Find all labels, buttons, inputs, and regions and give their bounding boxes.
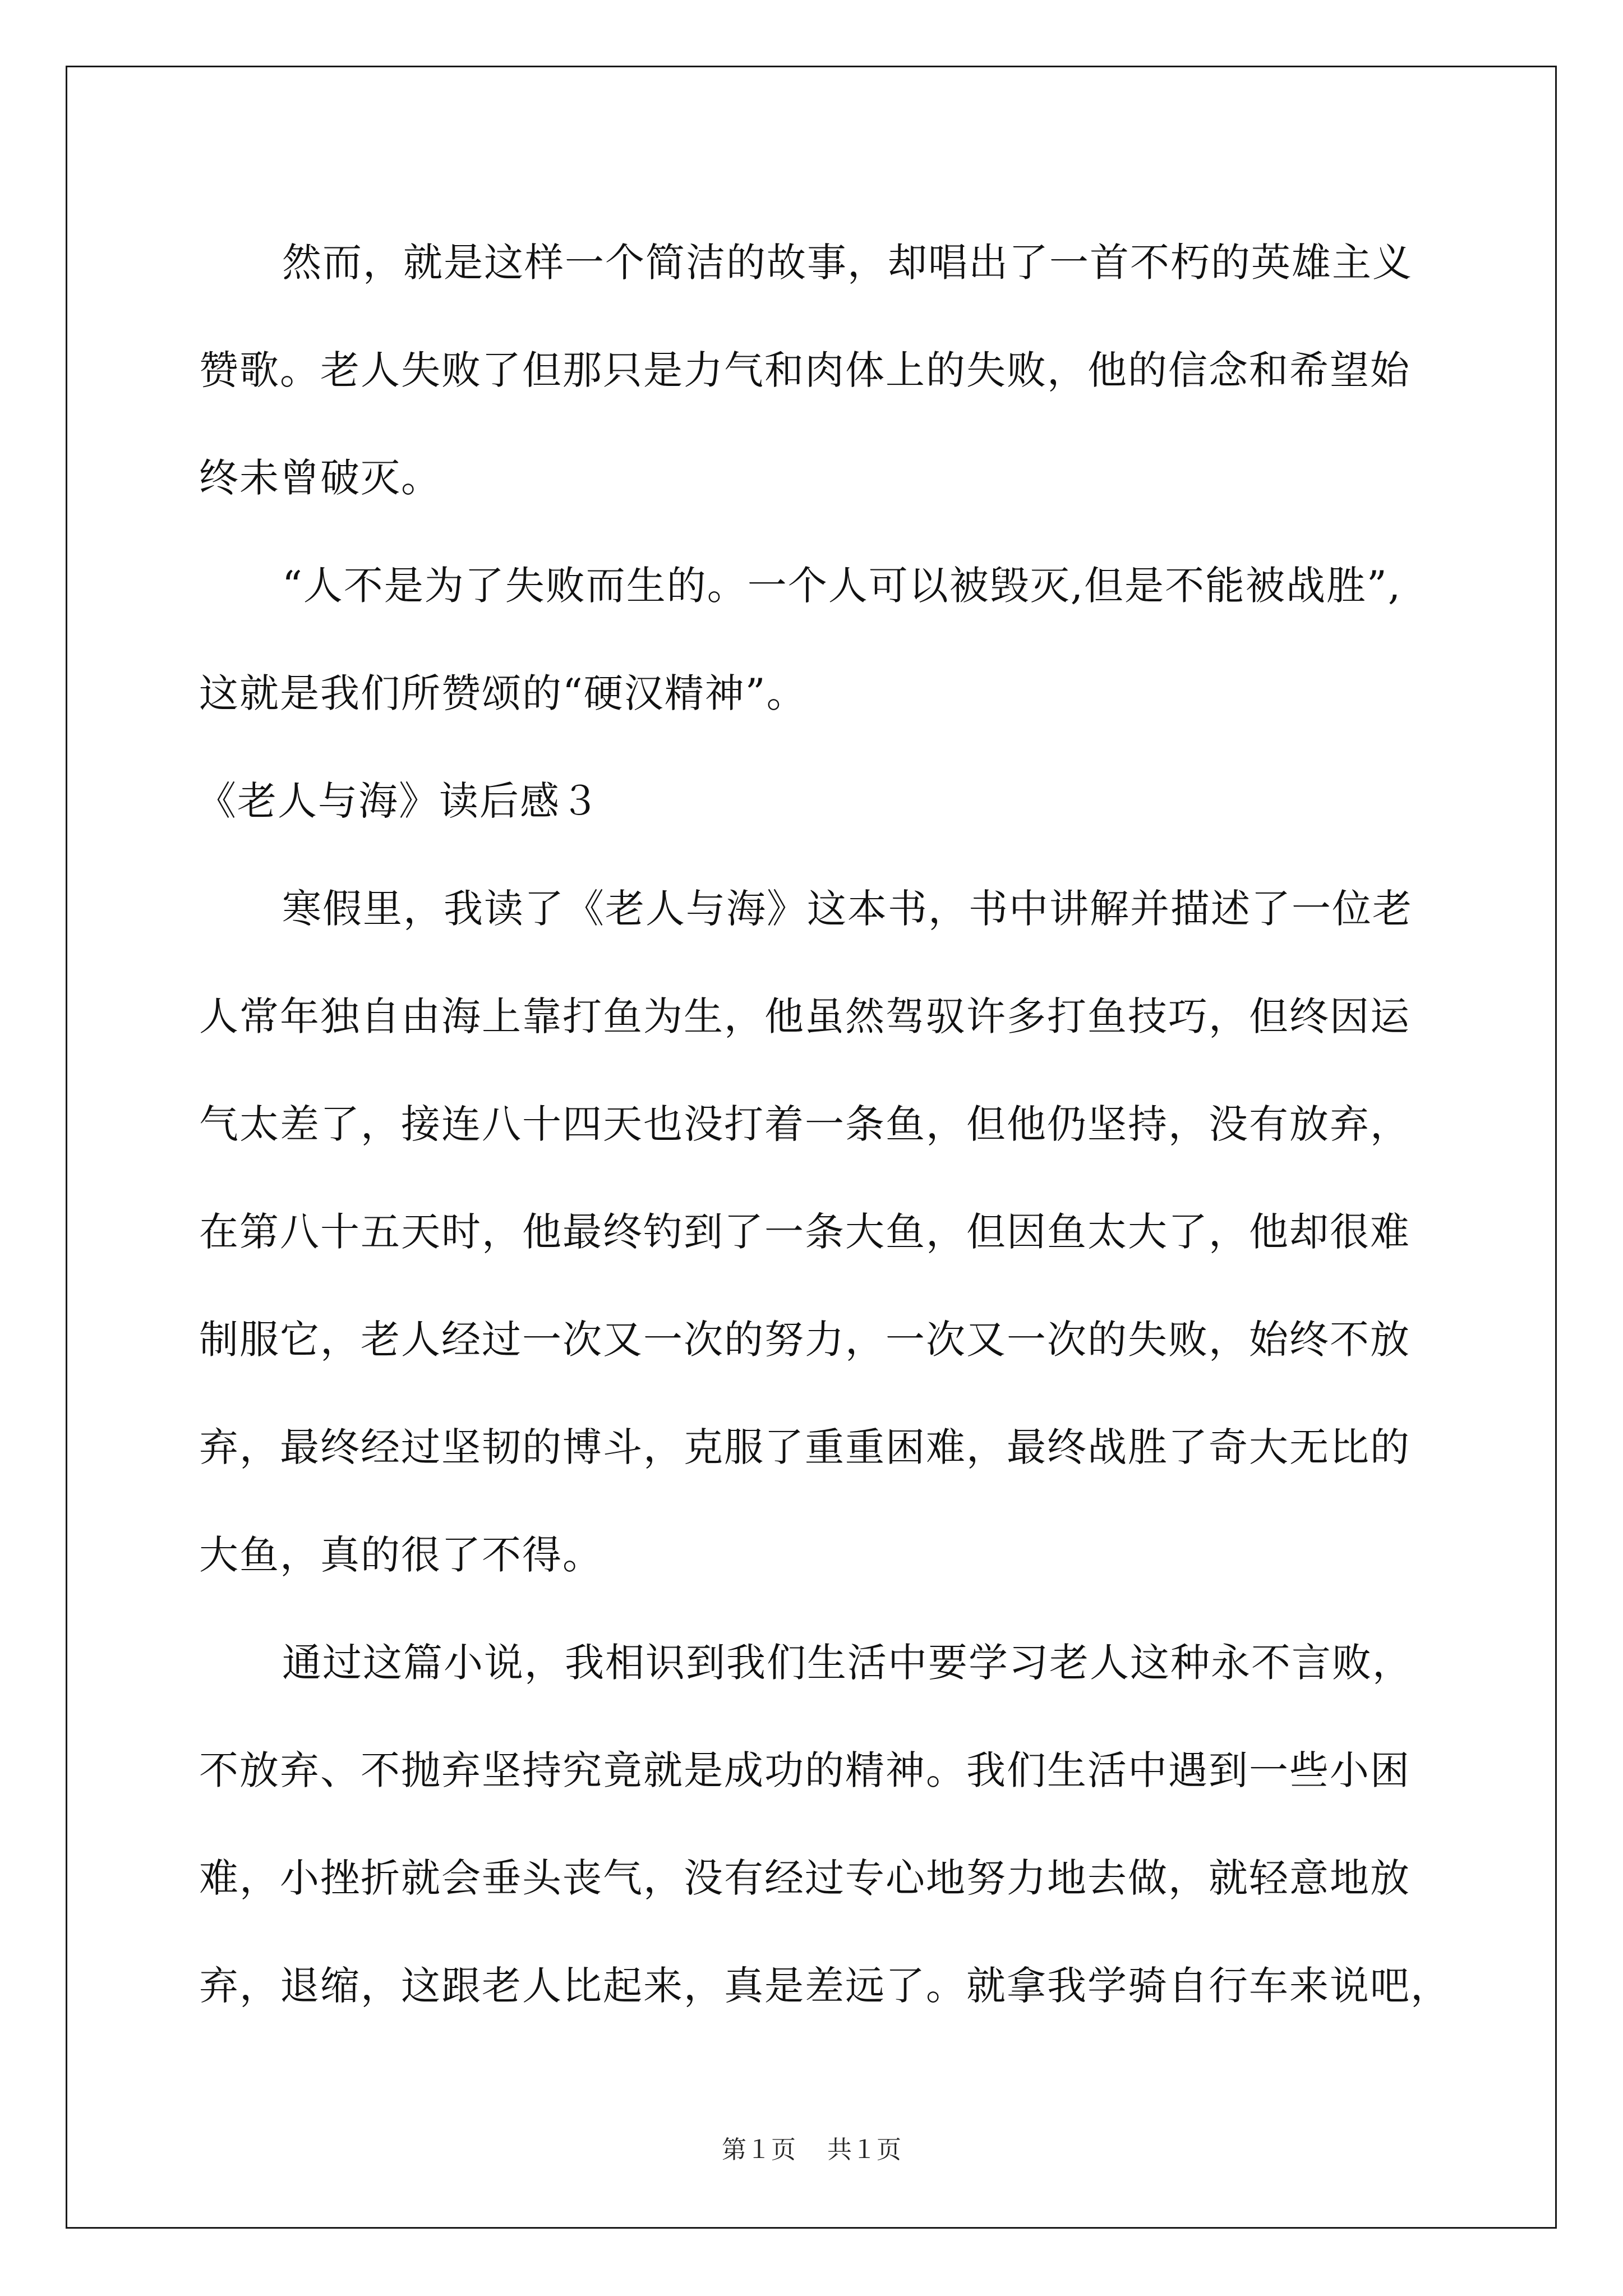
text-line: 寒假里，我读了《老人与海》这本书，书中讲解并描述了一位老: [282, 886, 1413, 932]
text-line: 赞歌。老人失败了但那只是力气和肉体上的失败，他的信念和希望始: [199, 347, 1410, 393]
document-body: [197, 209, 1451, 2040]
text-line: 通过这篇小说，我相识到我们生活中要学习老人这种永不言败，: [282, 1640, 1413, 1686]
text-line: 在第八十五天时，他最终钓到了一条大鱼，但因鱼太大了，他却很难: [199, 1209, 1410, 1255]
text-line: 弃，最终经过坚韧的博斗，克服了重重困难，最终战胜了奇大无比的: [199, 1424, 1410, 1470]
page-footer: [0, 2129, 1623, 2165]
text-line: 不放弃、不抛弃坚持究竟就是成功的精神。我们生活中遇到一些小困: [199, 1747, 1410, 1793]
text-line: 人常年独自由海上靠打鱼为生，他虽然驾驭许多打鱼技巧，但终因运: [199, 993, 1410, 1039]
text-line: 这就是我们所赞颂的“硬汉精神”。: [199, 670, 807, 716]
text-line: 气太差了，接连八十四天也没打着一条鱼，但他仍坚持，没有放弃，: [199, 1101, 1410, 1147]
text-line: 大鱼，真的很了不得。: [199, 1532, 603, 1578]
page-number: 第１页: [722, 2136, 796, 2164]
text-line: 难，小挫折就会垂头丧气，没有经过专心地努力地去做，就轻意地放: [199, 1855, 1410, 1901]
text-line: 弃，退缩，这跟老人比起来，真是差远了。就拿我学骑自行车来说吧，: [199, 1963, 1451, 2009]
text-line: 制服它，老人经过一次又一次的努力，一次又一次的失败，始终不放: [199, 1317, 1410, 1363]
text-line: 然而，就是这样一个简洁的故事，却唱出了一首不朽的英雄主义: [282, 240, 1413, 286]
text-line: “人不是为了失败而生的。一个人可以被毁灭,但是不能被战胜”,: [282, 563, 1402, 609]
page-total: 共１页: [827, 2136, 901, 2164]
text-line: 终未曾破灭。: [199, 455, 441, 501]
section-heading: 《老人与海》读后感３: [197, 778, 601, 824]
